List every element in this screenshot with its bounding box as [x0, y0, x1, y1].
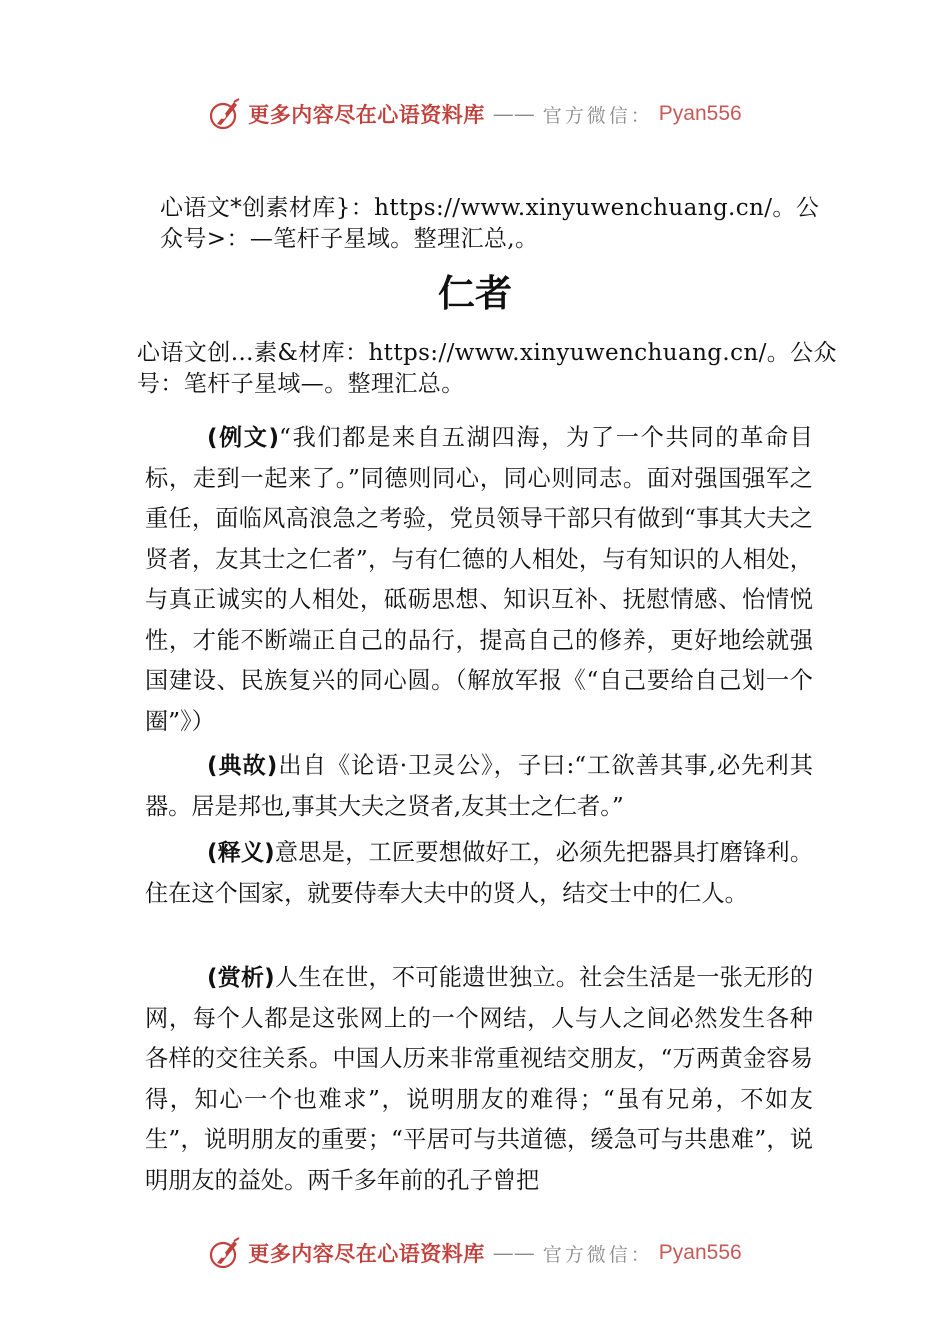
banner-dash: —— — [492, 1241, 535, 1265]
banner-wechat-id: Pyan556 — [658, 102, 742, 125]
allusion-text: 出自《论语·卫灵公》，子曰:“工欲善其事,必先利其器。居是邦也,事其大夫之贤者,友其士之仁者。” — [145, 752, 813, 820]
banner-brand-text: 更多内容尽在心语资料库 — [248, 102, 485, 127]
source-note-second: 心语文创…素&材库：https://www.xinyuwenchuang.cn/。公众号：笔杆子星域—。整理汇总。 — [137, 340, 837, 397]
section-label-appreciation: (赏析) — [207, 965, 275, 991]
banner-dash: —— — [492, 102, 535, 126]
banner-wechat-label: 官方微信： — [542, 1243, 653, 1266]
example-paragraph — [145, 418, 813, 742]
banner-brand-text: 更多内容尽在心语资料库 — [248, 1241, 485, 1266]
source-note-top: 心语文*创素材库}：https://www.xinyuwenchuang.cn/。公众号>：—笔杆子星域。整理汇总,。 — [160, 195, 820, 252]
quill-pen-icon — [208, 97, 242, 131]
banner-wechat-label: 官方微信： — [542, 104, 653, 127]
appreciation-text: 人生在世，不可能遗世独立。社会生活是一张无形的网，每个人都是这张网上的一个网结，人与人之间必然发生各种各样的交往关系。中国人历来非常重视结交朋友，“万两黄金容易得，知心一个也难求”，说明朋友的难得；“虽有兄弟，不如友生”，说明朋友的重要；“平居可与共道德，缓急可与共患难”，说明朋友的益处。两千多年前的孔子曾把 — [145, 964, 814, 1194]
example-text: “我们都是来自五湖四海，为了一个共同的革命目标，走到一起来了。”同德则同心，同心则同志。面对强国强军之重任，面临风高浪急之考验，党员领导干部只有做到“事其大夫之贤者，友其士之仁者”，与有仁德的人相处，与有知识的人相处，与真正诚实的人相处，砥砺思想、知识互补、抚慰情感、怡情悦性，才能不断端正自己的品行，提高自己的修养，更好地绘就强国建设、民族复兴的同心圆。（解放军报《“自己要给自己划一个圈”》） — [145, 424, 813, 735]
page-title: 仁者 — [438, 272, 512, 315]
quill-pen-icon — [208, 1236, 242, 1270]
footer-banner — [0, 1233, 950, 1273]
allusion-paragraph — [145, 746, 813, 827]
section-label-example: (例文) — [207, 425, 280, 451]
meaning-paragraph — [145, 833, 813, 914]
section-label-allusion: (典故) — [207, 753, 278, 779]
appreciation-paragraph — [145, 958, 813, 1201]
section-label-meaning: (释义) — [207, 840, 275, 866]
banner-wechat-id: Pyan556 — [658, 1241, 742, 1264]
meaning-text: 意思是，工匠要想做好工，必须先把器具打磨锋利。住在这个国家，就要侍奉大夫中的贤人，结交士中的仁人。 — [145, 839, 814, 907]
header-banner — [0, 94, 950, 134]
